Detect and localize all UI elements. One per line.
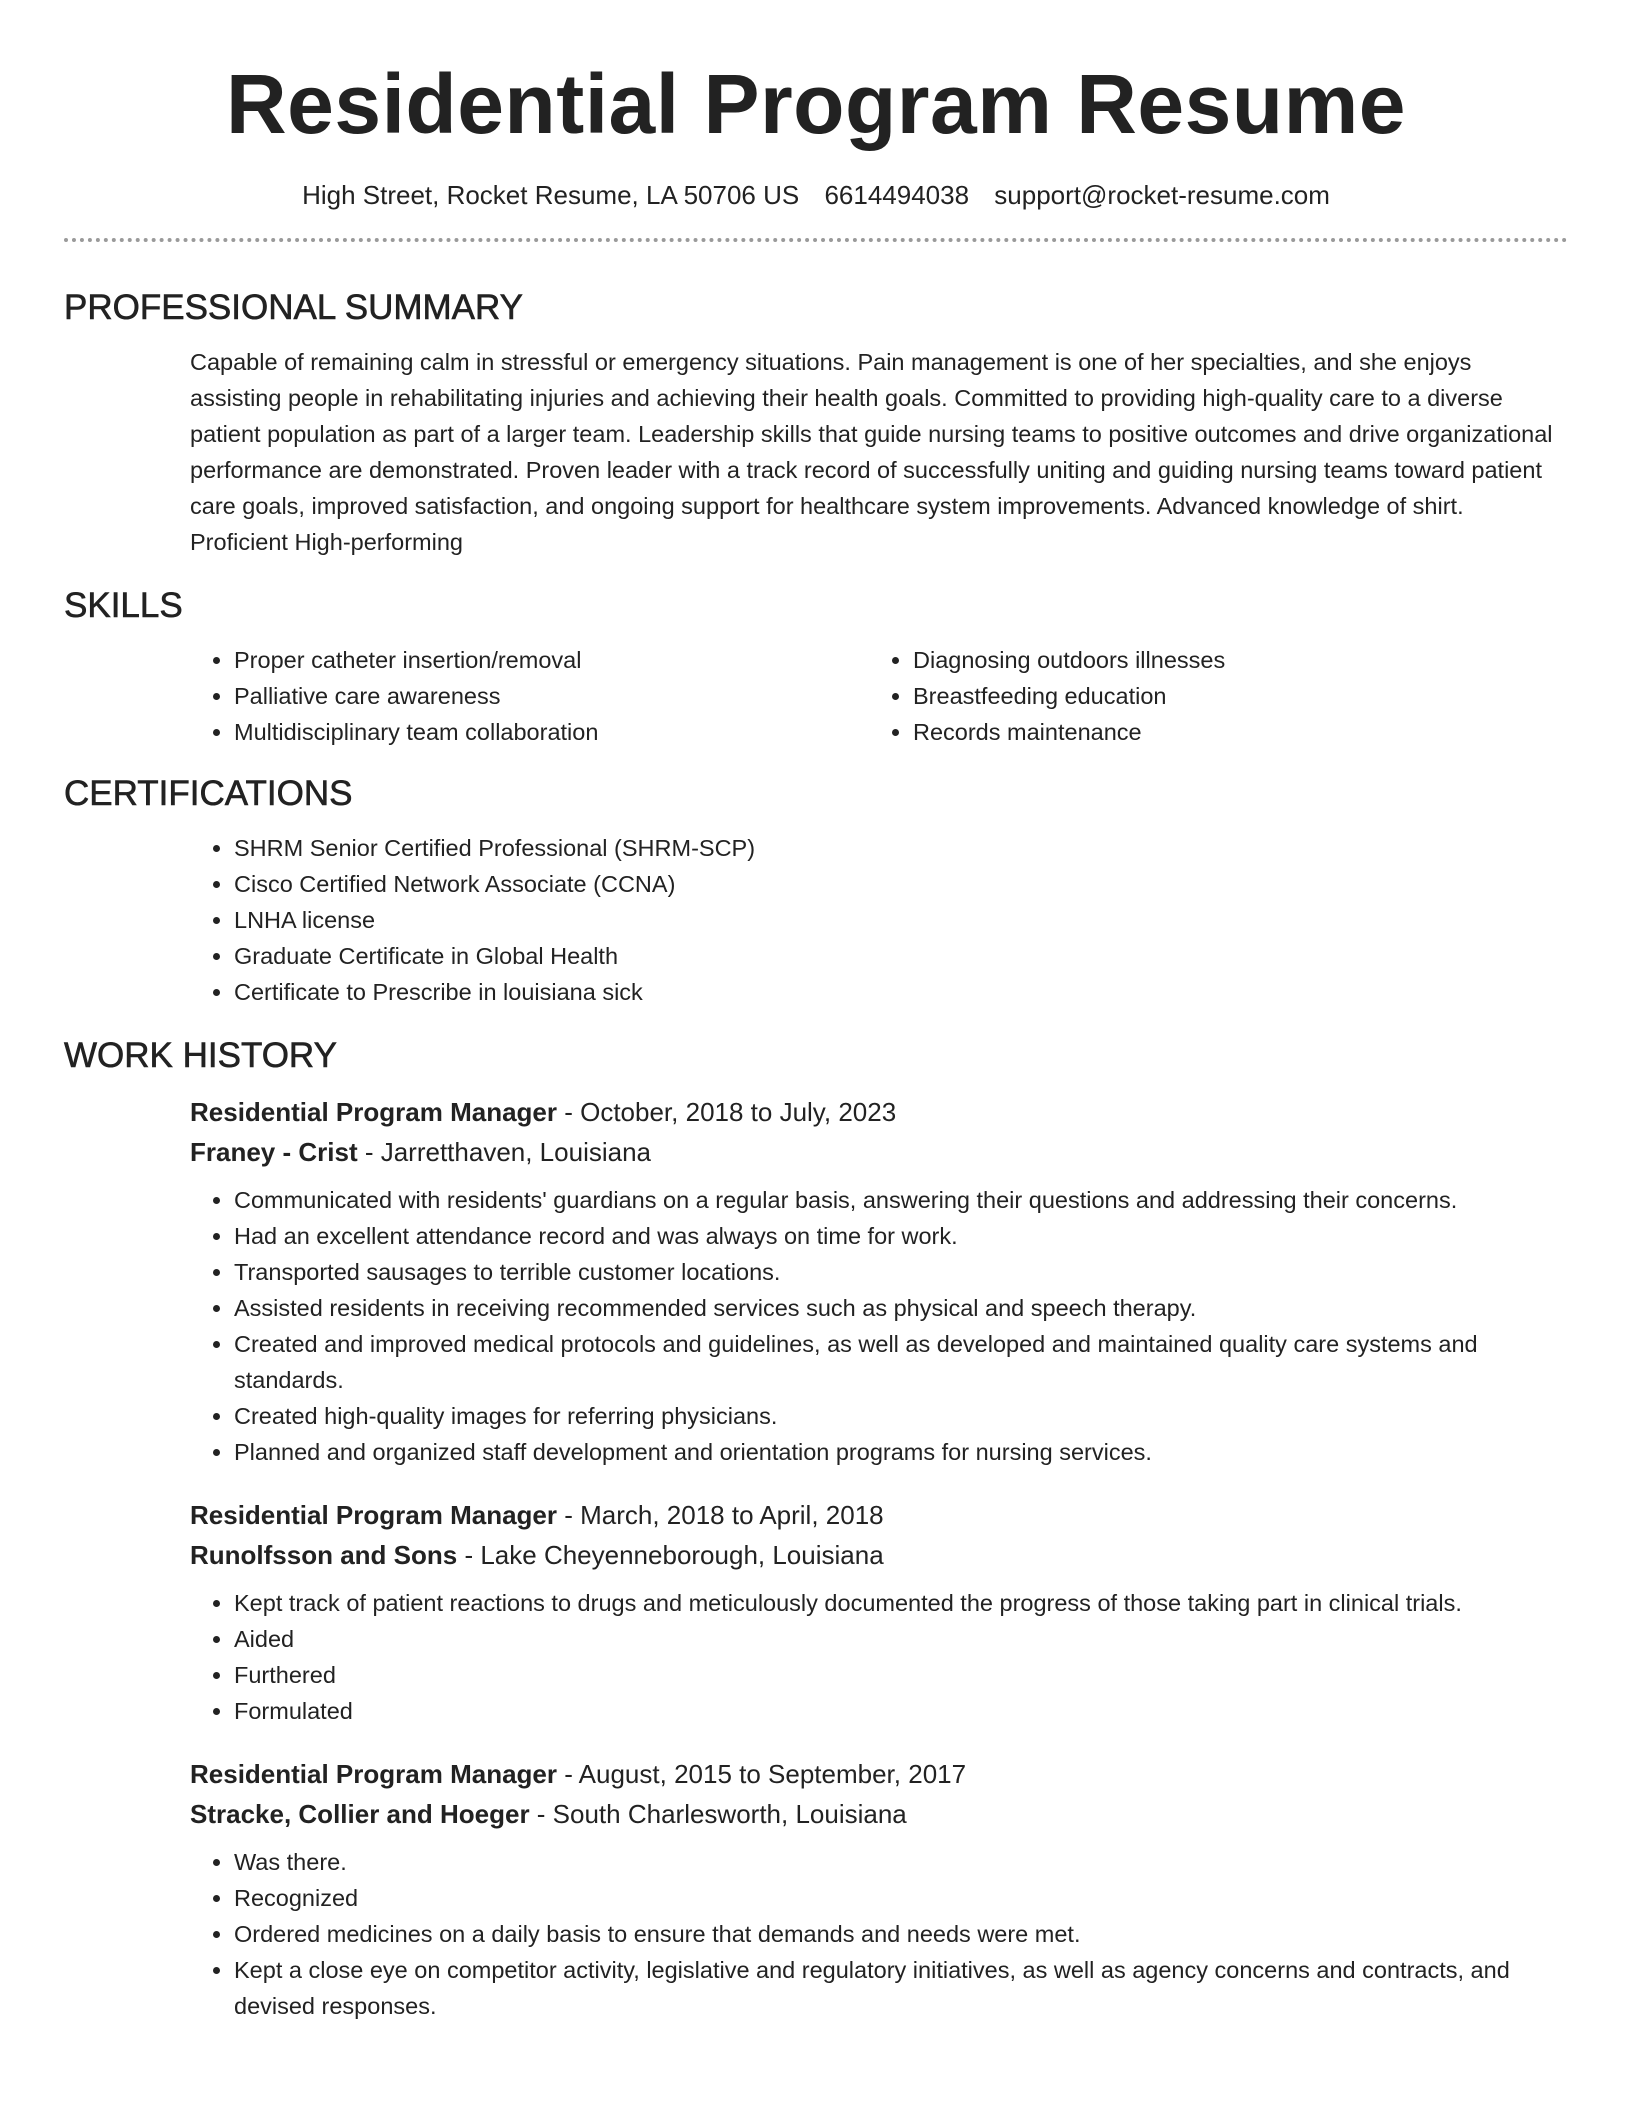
job-company-line [190, 1132, 1568, 1172]
job-title-line [190, 1092, 1568, 1132]
job-bullet: • Aided [234, 1621, 1568, 1657]
skills-section [64, 584, 1568, 750]
skill-item: • Proper catheter insertion/removal [234, 642, 869, 678]
job-entry [190, 1495, 1568, 1729]
job-dates: - August, 2015 to September, 2017 [557, 1759, 967, 1789]
certification-item: • Graduate Certificate in Global Health [234, 938, 1568, 974]
work-history-section [64, 1034, 1568, 2024]
job-bullet: • Transported sausages to terrible customer locations. [234, 1254, 1568, 1290]
job-company: Franey - Crist [190, 1137, 358, 1167]
resume-title: Residential Program Resume [225, 57, 1407, 151]
job-company: Stracke, Collier and Hoeger [190, 1799, 530, 1829]
skill-item: • Diagnosing outdoors illnesses [913, 642, 1548, 678]
job-location: - South Charlesworth, Louisiana [529, 1799, 907, 1829]
job-bullet: • Was there. [234, 1844, 1568, 1880]
certification-item: • LNHA license [234, 902, 1568, 938]
header-divider [64, 238, 1568, 242]
job-dates: - March, 2018 to April, 2018 [557, 1500, 884, 1530]
job-bullets [190, 1585, 1568, 1729]
certifications-list [190, 830, 1568, 1010]
work-history-heading: WORK HISTORY [64, 1036, 337, 1075]
job-bullet: • Communicated with residents' guardians on a regular basis, answering their questions and addressing their concerns. [234, 1182, 1568, 1218]
contact-email: support@rocket-resume.com [994, 180, 1330, 210]
summary-heading: PROFESSIONAL SUMMARY [64, 288, 523, 327]
skills-body [190, 642, 1568, 750]
job-bullet: • Formulated [234, 1693, 1568, 1729]
job-bullet: • Planned and organized staff development and orientation programs for nursing services. [234, 1434, 1568, 1470]
job-bullet: • Had an excellent attendance record and was always on time for work. [234, 1218, 1568, 1254]
job-bullet: • Furthered [234, 1657, 1568, 1693]
job-entry [190, 1754, 1568, 2024]
job-title: Residential Program Manager [190, 1759, 557, 1789]
job-location: - Jarretthaven, Louisiana [357, 1137, 651, 1167]
work-history-body [190, 1092, 1568, 2024]
skills-heading: SKILLS [64, 586, 183, 625]
certification-item: • Cisco Certified Network Associate (CCNA) [234, 866, 1568, 902]
summary-section [64, 286, 1568, 560]
job-company-line [190, 1535, 1568, 1575]
job-bullet: • Ordered medicines on a daily basis to ensure that demands and needs were met. [234, 1916, 1568, 1952]
job-title: Residential Program Manager [190, 1500, 557, 1530]
contact-phone: 6614494038 [824, 180, 970, 210]
job-bullet: • Kept a close eye on competitor activity, legislative and regulatory initiatives, as well as agency concerns and contracts, and devised responses. [234, 1952, 1568, 2024]
certifications-heading: CERTIFICATIONS [64, 774, 353, 813]
job-bullet: • Created high-quality images for referring physicians. [234, 1398, 1568, 1434]
job-location: - Lake Cheyenneborough, Louisiana [457, 1540, 884, 1570]
job-title-line [190, 1495, 1568, 1535]
job-bullets [190, 1182, 1568, 1470]
skills-list-left [190, 642, 869, 750]
certification-item: • Certificate to Prescribe in louisiana sick [234, 974, 1568, 1010]
certifications-section [64, 772, 1568, 1010]
job-bullet: • Created and improved medical protocols and guidelines, as well as developed and maintained quality care systems and standards. [234, 1326, 1568, 1398]
certification-item: • SHRM Senior Certified Professional (SHRM-SCP) [234, 830, 1568, 866]
job-bullet: • Assisted residents in receiving recommended services such as physical and speech therapy. [234, 1290, 1568, 1326]
contact-line [64, 178, 1568, 212]
job-title-line [190, 1754, 1568, 1794]
job-bullets [190, 1844, 1568, 2024]
job-title: Residential Program Manager [190, 1097, 557, 1127]
resume-page [64, 0, 1568, 2024]
job-bullet: • Kept track of patient reactions to drugs and meticulously documented the progress of those taking part in clinical trials. [234, 1585, 1568, 1621]
job-entry [190, 1092, 1568, 1470]
job-company: Runolfsson and Sons [190, 1540, 458, 1570]
skill-item: • Breastfeeding education [913, 678, 1548, 714]
job-bullet: • Recognized [234, 1880, 1568, 1916]
skill-item: • Palliative care awareness [234, 678, 869, 714]
summary-body [190, 344, 1568, 560]
job-company-line [190, 1794, 1568, 1834]
skill-item: • Records maintenance [913, 714, 1548, 750]
skill-item: • Multidisciplinary team collaboration [234, 714, 869, 750]
job-dates: - October, 2018 to July, 2023 [557, 1097, 897, 1127]
certifications-body [190, 830, 1568, 1010]
skills-list-right [869, 642, 1548, 750]
contact-address: High Street, Rocket Resume, LA 50706 US [302, 180, 800, 210]
summary-text: Capable of remaining calm in stressful or emergency situations. Pain management is one of her specialties, and she enjoys assisting people in rehabilitating injuries and achieving their health goals. Committed to providing high-quality care to a diverse patient population as part of a larger team. Leadership skills that guide nursing teams to positive outcomes and drive organizational performance are demonstrated. Proven leader with a track record of successfully uniting and guiding nursing teams toward patient care goals, improved satisfaction, and ongoing support for healthcare system improvements. Advanced knowledge of shirt. Proficient High-performing [190, 349, 1553, 555]
